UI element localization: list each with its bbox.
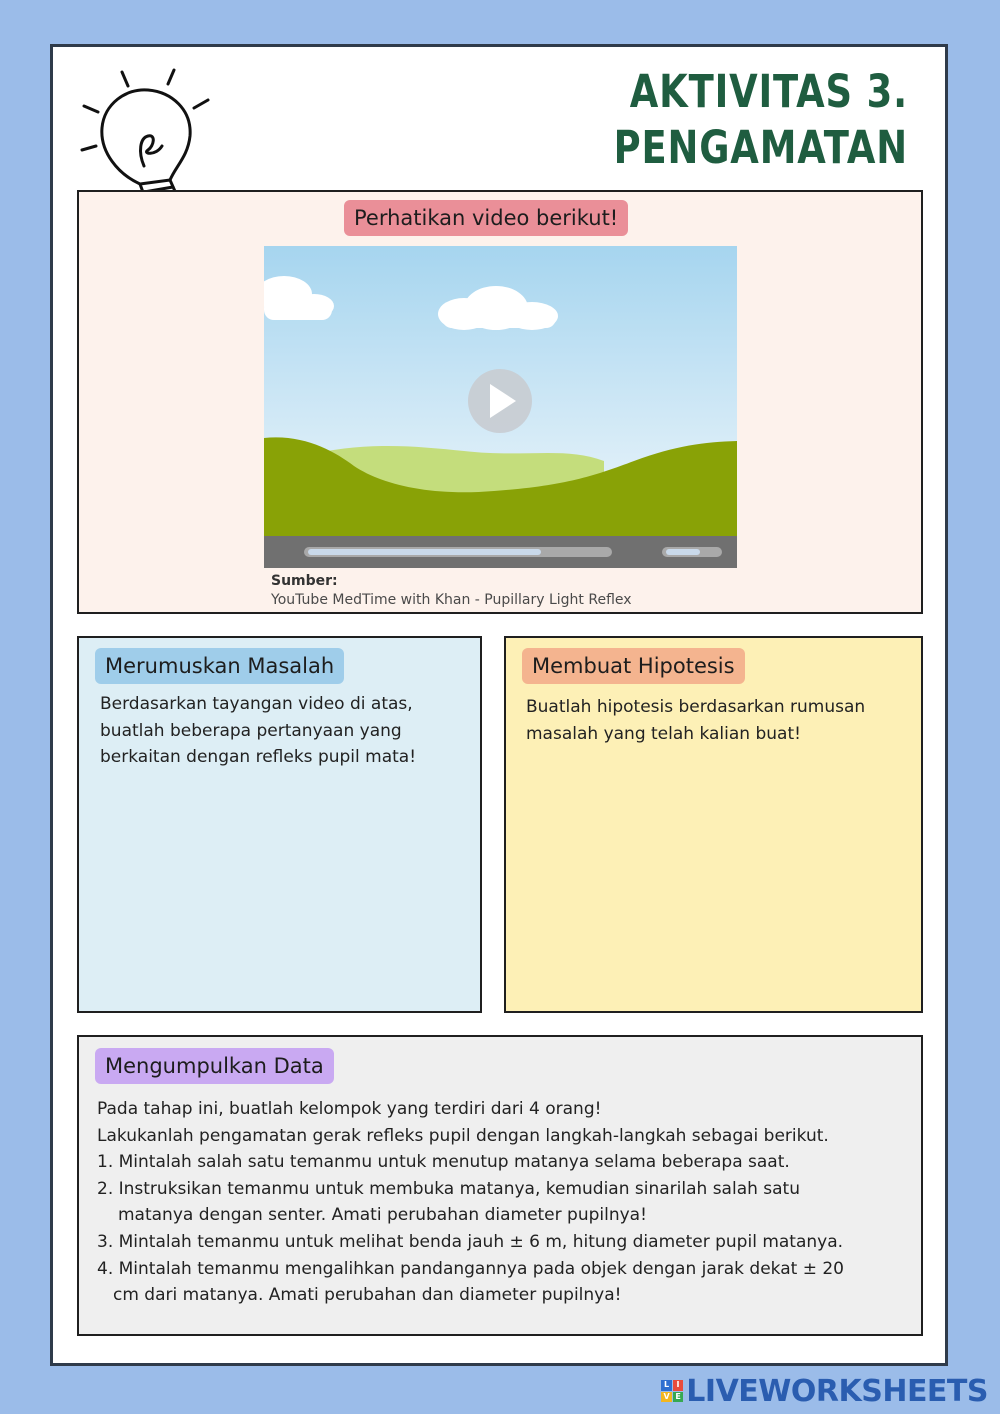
title-line-2: PENGAMATAN (613, 121, 908, 174)
hipotesis-tag: Membuat Hipotesis (522, 648, 745, 684)
liveworksheets-logo (661, 1374, 988, 1408)
data-instructions (97, 1096, 917, 1309)
step-3: 3. Mintalah temanmu untuk melihat benda jauh ± 6 m, hitung diameter pupil matanya. (97, 1231, 844, 1252)
step-4: 4. Mintalah temanmu mengalihkan pandangannya pada objek dengan jarak dekat ± 20 (97, 1258, 844, 1279)
logo-letter: V (661, 1392, 672, 1403)
step-2-continued: matanya dengan senter. Amati perubahan diameter pupilnya! (118, 1205, 647, 1226)
hipotesis-line: Buatlah hipotesis berdasarkan rumusan (526, 697, 866, 717)
data-intro-1: Pada tahap ini, buatlah kelompok yang terdiri dari 4 orang! (97, 1099, 602, 1119)
video-thumbnail (264, 246, 737, 568)
logo-letter: E (673, 1392, 684, 1403)
hipotesis-answer-box[interactable] (504, 636, 923, 1013)
masalah-tag: Merumuskan Masalah (95, 648, 344, 684)
source-label: Sumber: (271, 573, 338, 589)
masalah-line: berkaitan dengan refleks pupil mata! (100, 747, 417, 767)
data-tag: Mengumpulkan Data (95, 1048, 334, 1084)
masalah-instruction (100, 691, 470, 771)
video-player[interactable] (264, 246, 737, 568)
hipotesis-line: masalah yang telah kalian buat! (526, 723, 801, 744)
video-instruction-tag: Perhatikan video berikut! (344, 200, 628, 236)
page-title (614, 64, 908, 176)
logo-letter: L (661, 1380, 672, 1391)
liveworksheets-icon (661, 1380, 683, 1402)
title-line-1: AKTIVITAS 3. (629, 65, 908, 118)
step-2: 2. Instruksikan temanmu untuk membuka matanya, kemudian sinarilah salah satu (97, 1178, 801, 1199)
data-intro-2: Lakukanlah pengamatan gerak refleks pupil dengan langkah-langkah sebagai berikut. (97, 1125, 829, 1146)
step-4-continued: cm dari matanya. Amati perubahan dan diameter pupilnya! (113, 1285, 622, 1306)
logo-letter: I (673, 1380, 684, 1391)
masalah-line: buatlah beberapa pertanyaan yang (100, 720, 402, 741)
source-text: YouTube MedTime with Khan - Pupillary Light Reflex (271, 592, 632, 608)
masalah-line: Berdasarkan tayangan video di atas, (100, 694, 413, 714)
logo-text: LIVEWORKSHEETS (686, 1373, 988, 1409)
hipotesis-instruction (526, 694, 916, 747)
step-1: 1. Mintalah salah satu temanmu untuk menutup matanya selama beberapa saat. (97, 1152, 790, 1173)
